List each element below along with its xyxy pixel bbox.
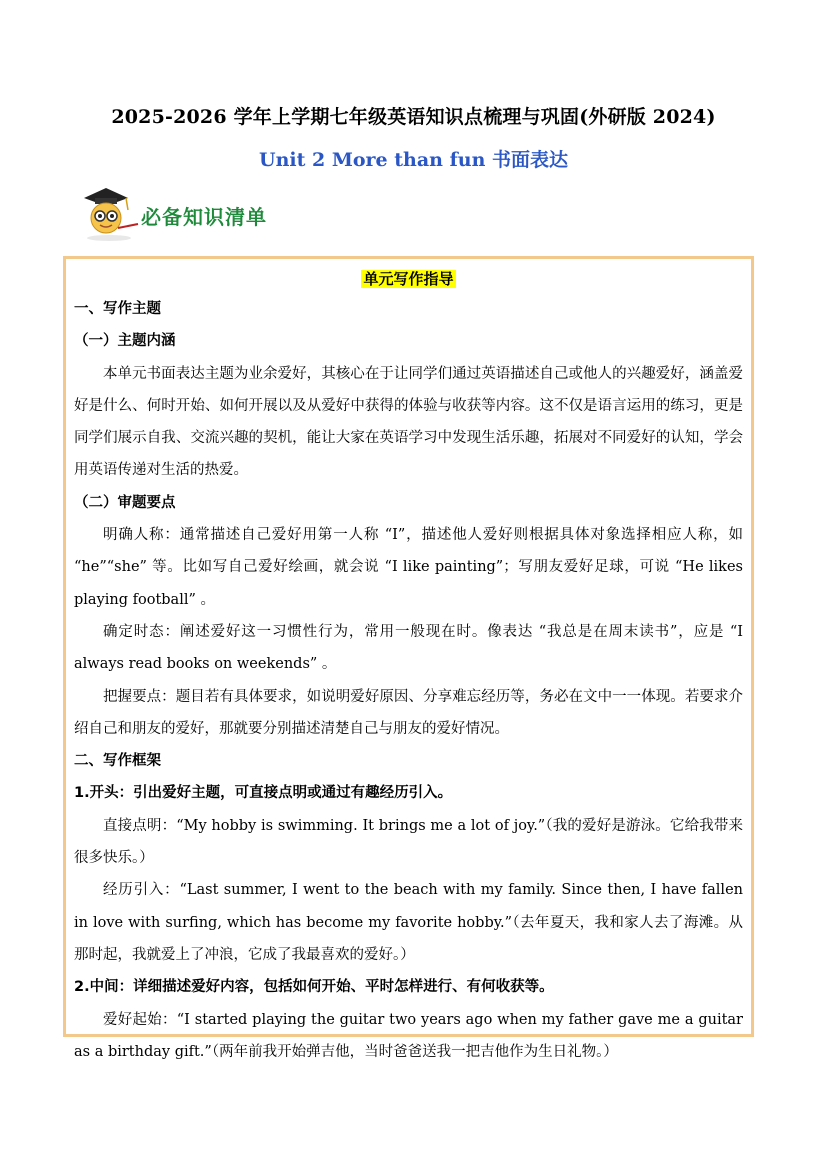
- paragraph: 爱好起始：“I started playing the guitar two years ago when my father gave me a guitar as a birthday gift.”（两年前我开始弹吉他，当时爸爸送我一把吉他作为生日礼物。）: [74, 1011, 743, 1060]
- paragraph: 本单元书面表达主题为业余爱好，其核心在于让同学们通过英语描述自己或他人的兴趣爱好，涵盖爱好是什么、何时开始、如何开展以及从爱好中获得的体验与收获等内容。这不仅是语言运用的练习，更是同学们展示自我、交流兴趣的契机，能让大家在英语学习中发现生活乐趣，拓展对不同爱好的认知，学会用英语传递对生活的热爱。: [74, 365, 743, 479]
- subsection-heading: （二）审题要点: [74, 494, 176, 511]
- subsection-heading: 1.开头：引出爱好主题，可直接点明或通过有趣经历引入。: [74, 785, 453, 802]
- section-banner: [78, 184, 338, 242]
- writing-guide-box: [63, 256, 754, 1060]
- document-subtitle: Unit 2 More than fun 书面表达: [259, 149, 568, 171]
- section-heading: 二、写作框架: [74, 753, 161, 770]
- paragraph: 经历引入：“Last summer, I went to the beach with my family. Since then, I have fallen in love with surfing, which has become my favorite hobby.”（去年夏天，我和家人去了海滩。从那时起，我就爱上了冲浪，它成了我最喜欢的爱好。）: [74, 882, 743, 963]
- scholar-mascot-icon: [78, 184, 140, 242]
- paragraph: 确定时态：阐述爱好这一习惯性行为，常用一般现在时。像表达 “我总是在周末读书”，应是 “I always read books on weekends” 。: [74, 623, 743, 673]
- section-heading: 一、写作主题: [74, 301, 161, 317]
- subsection-heading: （一）主题内涵: [74, 333, 176, 350]
- box-title: 单元写作指导: [363, 270, 454, 288]
- document-title: 2025-2026 学年上学期七年级英语知识点梳理与巩固(外研版 2024): [111, 106, 716, 128]
- paragraph: 明确人称：通常描述自己爱好用第一人称 “I”，描述他人爱好则根据具体对象选择相应人称，如 “he”“she” 等。比如写自己爱好绘画，就会说 “I like painting”；写朋友爱好足球，可说 “He likes playing football” 。: [74, 527, 743, 608]
- paragraph: 把握要点：题目若有具体要求，如说明爱好原因、分享难忘经历等，务必在文中一一体现。若要求介绍自己和朋友的爱好，那就要分别描述清楚自己与朋友的爱好情况。: [74, 688, 743, 737]
- banner-label: 必备知识清单: [141, 205, 267, 229]
- subsection-heading: 2.中间：详细描述爱好内容，包括如何开始、平时怎样进行、有何收获等。: [74, 979, 554, 996]
- paragraph: 直接点明：“My hobby is swimming. It brings me a lot of joy.”（我的爱好是游泳。它给我带来很多快乐。）: [74, 817, 743, 867]
